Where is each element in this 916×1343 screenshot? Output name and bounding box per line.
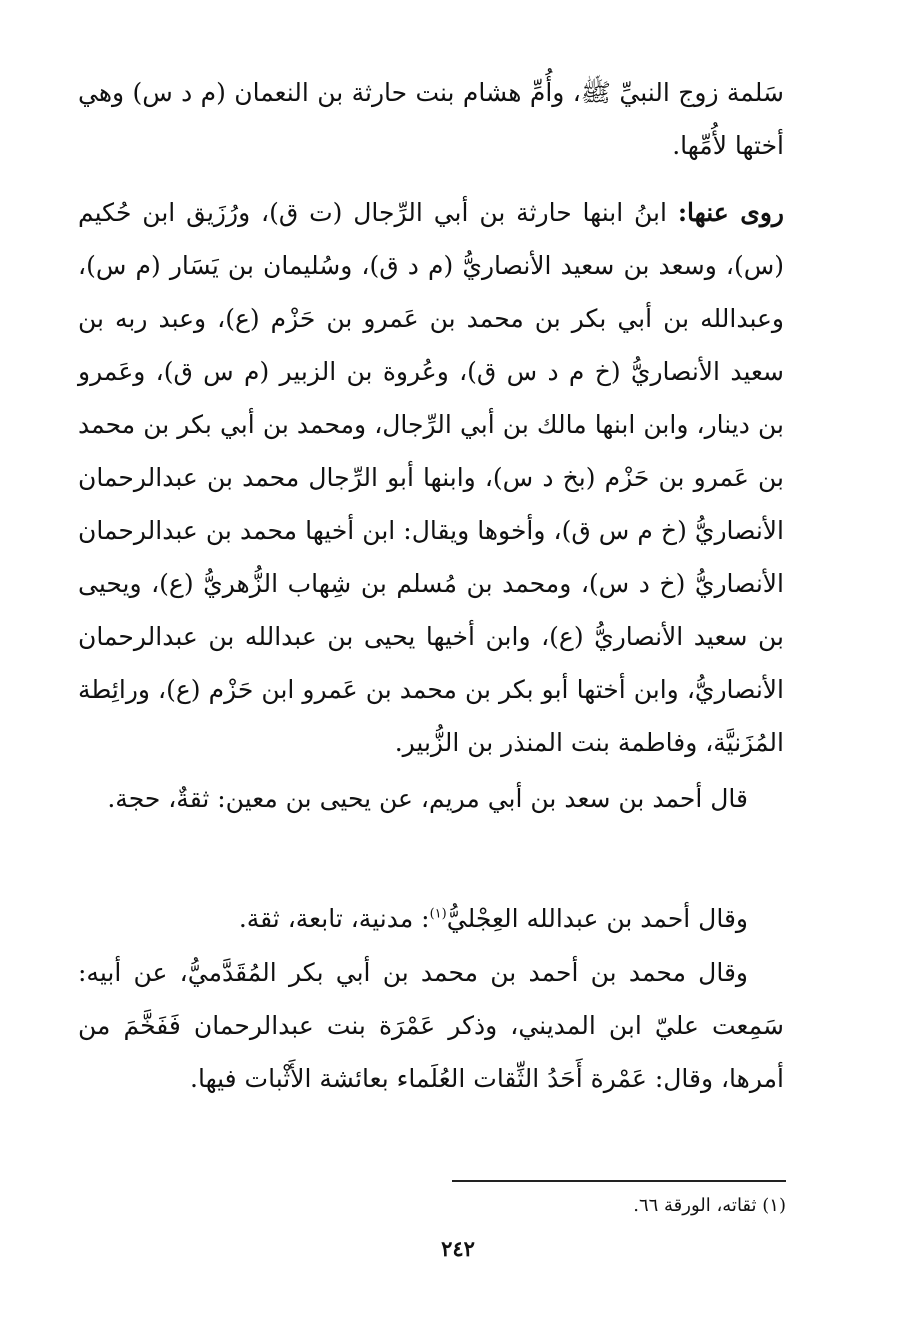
ijli-quote-after: : مدنية، تابعة، ثقة.	[238, 904, 430, 933]
ijli-quote-before: وقال أحمد بن عبدالله العِجْليُّ	[446, 904, 748, 933]
paragraph-ijli-quote	[78, 892, 784, 945]
footnote-reference[interactable]: (١)	[429, 906, 447, 922]
paragraph-ibn-main-quote	[78, 772, 784, 825]
paragraph-opening-text: سَلمة زوج النبيِّ ﷺ، وأُمِّ هشام بنت حارثة بن النعمان (م د س) وهي أختها لأُمِّها.	[78, 78, 784, 160]
muqaddami-quote-text: وقال محمد بن أحمد بن محمد بن أبي بكر المُقَدَّميُّ، عن أبيه: سَمِعت عليّ ابن المديني، وذكر عَمْرَة بنت عبدالرحمان فَفَخَّمَ من أمرها، وقال: عَمْرة أَحَدُ الثِّقات العُلَماء بعائشة الأَثْبات فيها.	[78, 958, 784, 1093]
narrators-list: ابنُ ابنها حارثة بن أبي الرِّجال (ت ق)، ورُزَيق ابن حُكيم (س)، وسعد بن سعيد الأنصاريُّ (م د ق)، وسُليمان بن يَسَار (م س)، وعبدالله بن أبي بكر بن محمد بن عَمرو بن حَزْم (ع)، وعبد ربه بن سعيد الأنصاريُّ (خ م د س ق)، وعُروة بن الزبير (م س ق)، وعَمرو بن دينار، وابن ابنها مالك بن أبي الرِّجال، ومحمد بن أبي بكر بن محمد بن عَمرو بن حَزْم (بخ د س)، وابنها أبو الرِّجال محمد بن عبدالرحمان الأنصاريُّ (خ م س ق)، وأخوها ويقال: ابن أخيها محمد بن عبدالرحمان الأنصاريُّ (خ د س)، ومحمد بن مُسلم بن شِهاب الزُّهريُّ (ع)، ويحيى بن سعيد الأنصاريُّ (ع)، وابن أخيها يحيى بن عبدالله بن عبدالرحمان الأنصاريُّ، وابن أختها أبو بكر بن محمد بن عَمرو ابن حَزْم (ع)، ورائِطة المُزَنيَّة، وفاطمة بنت المنذر بن الزُّبير.	[78, 198, 784, 757]
footnote-divider	[452, 1180, 786, 1182]
page-number: ٢٤٢	[441, 1236, 475, 1261]
footnote: (١) ثقاته، الورقة ٦٦.	[633, 1195, 786, 1216]
paragraph-opening	[78, 66, 784, 172]
ibn-main-quote-text: قال أحمد بن سعد بن أبي مريم، عن يحيى بن معين: ثقةٌ، حجة.	[107, 784, 748, 813]
paragraph-narrators	[78, 186, 784, 769]
paragraph-muqaddami-quote	[78, 946, 784, 1105]
narrators-heading: روى عنها:	[677, 198, 784, 227]
